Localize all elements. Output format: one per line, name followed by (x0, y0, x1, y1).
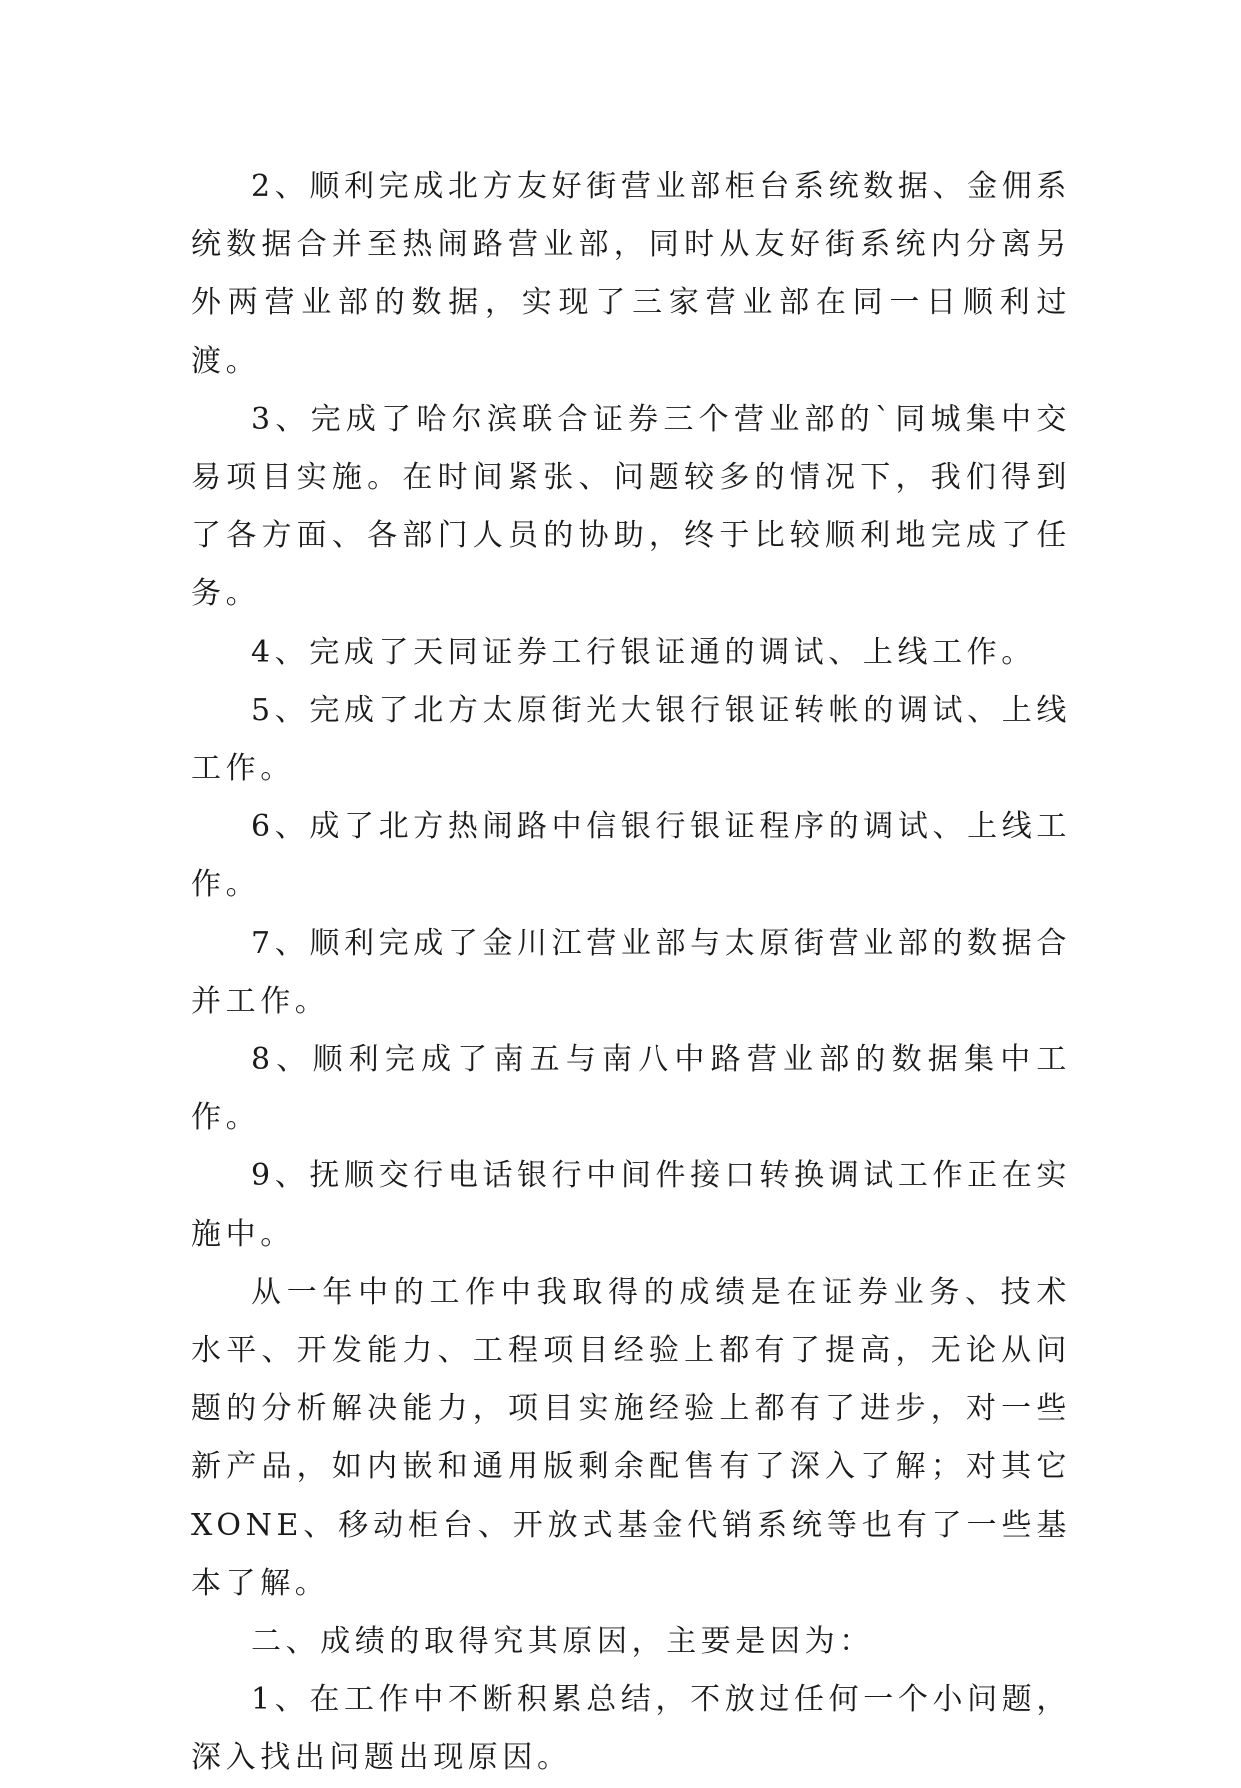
document-body (191, 158, 1071, 1788)
paragraph-reason-1: 1、在工作中不断积累总结，不放过任何一个小问题，深入找出问题出现原因。 (191, 1682, 1071, 1776)
paragraph-item-7: 7、顺利完成了金川江营业部与太原街营业部的数据合并工作。 (191, 925, 1071, 1019)
paragraph-item-6: 6、成了北方热闹路中信银行银证程序的调试、上线工作。 (191, 809, 1071, 903)
paragraph-item-3: 3、完成了哈尔滨联合证券三个营业部的`同城集中交易项目实施。在时间紧张、问题较多的情况下，我们得到了各方面、各部门人员的协助，终于比较顺利地完成了任务。 (191, 401, 1071, 612)
paragraph-item-4: 4、完成了天同证券工行银证通的调试、上线工作。 (251, 634, 1036, 670)
paragraph-item-9: 9、抚顺交行电话银行中间件接口转换调试工作正在实施中。 (191, 1158, 1071, 1252)
paragraph-achievements: 从一年中的工作中我取得的成绩是在证券业务、技术水平、开发能力、工程项目经验上都有了提高，无论从问题的分析解决能力，项目实施经验上都有了进步，对一些新产品，如内嵌和通用版剩余配售有了深入了解；对其它XONE、移动柜台、开放式基金代销系统等也有了一些基本了解。 (191, 1274, 1071, 1601)
paragraph-item-8: 8、顺利完成了南五与南八中路营业部的数据集中工作。 (191, 1042, 1071, 1136)
section-heading-reasons: 二、成绩的取得究其原因，主要是因为： (251, 1624, 874, 1660)
paragraph-item-5: 5、完成了北方太原街光大银行银证转帐的调试、上线工作。 (191, 692, 1071, 787)
paragraph-item-2: 2、顺利完成北方友好街营业部柜台系统数据、金佣系统数据合并至热闹路营业部，同时从友好街系统内分离另外两营业部的数据，实现了三家营业部在同一日顺利过渡。 (191, 169, 1071, 379)
